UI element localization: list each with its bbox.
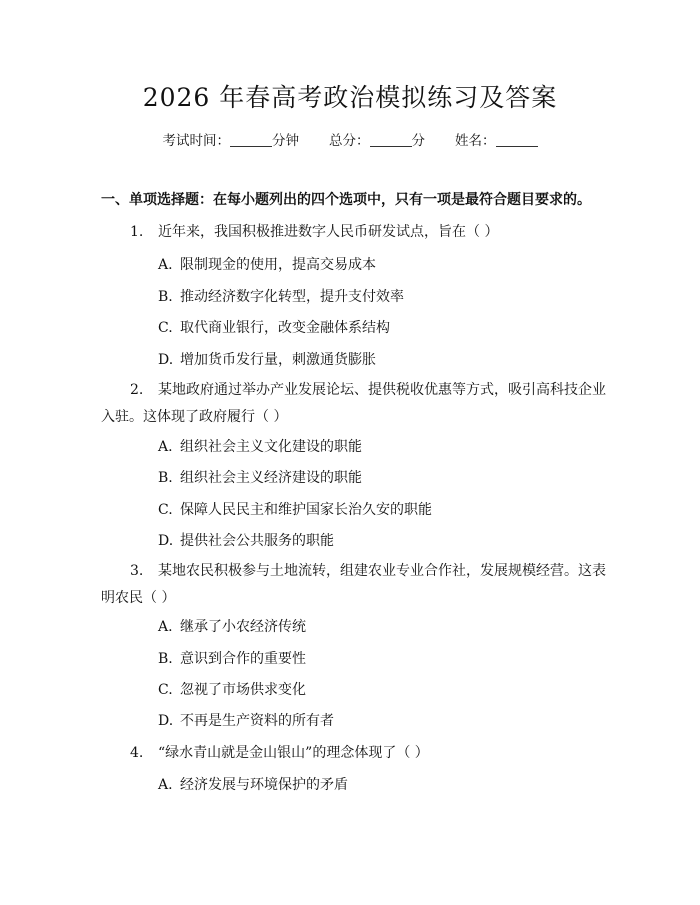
score-unit: 分 [411, 133, 425, 149]
score-field [329, 131, 425, 151]
option-2d [158, 531, 334, 551]
question-4 [101, 743, 621, 763]
option-text: 继承了小农经济传统 [180, 619, 306, 635]
question-text: 近年来，我国积极推进数字人民币研发试点，旨在（ ） [158, 224, 499, 240]
option-text: 提供社会公共服务的职能 [180, 533, 334, 549]
option-letter: D. [158, 352, 174, 368]
option-3a [158, 617, 306, 637]
option-letter: C. [158, 320, 173, 336]
question-text: “绿水青山就是金山银山”的理念体现了（ ） [158, 745, 429, 761]
question-text: 某地农民积极参与土地流转，组建农业专业合作社，发展规模经营。这表明农民（ ） [101, 563, 606, 606]
question-2 [101, 377, 616, 431]
question-number: 1. [130, 224, 144, 240]
option-3c [158, 680, 306, 700]
option-letter: B. [158, 470, 173, 486]
question-1 [101, 222, 621, 242]
option-text: 增加货币发行量，刺激通货膨胀 [180, 352, 376, 368]
option-letter: C. [158, 682, 173, 698]
exam-info-line [0, 131, 700, 151]
option-letter: A. [158, 619, 173, 635]
option-text: 意识到合作的重要性 [180, 651, 306, 667]
name-blank [496, 132, 538, 147]
name-label: 姓名： [455, 133, 496, 149]
question-text: 某地政府通过举办产业发展论坛、提供税收优惠等方式，吸引高科技企业入驻。这体现了政府履行（ ） [101, 382, 606, 425]
name-field [455, 131, 538, 151]
option-letter: C. [158, 502, 173, 518]
option-letter: A. [158, 777, 173, 793]
option-4a [158, 775, 348, 795]
time-field [163, 131, 300, 151]
option-text: 不再是生产资料的所有者 [180, 713, 334, 729]
time-unit: 分钟 [272, 133, 299, 149]
option-1b [158, 287, 404, 307]
score-blank [370, 132, 412, 147]
option-2c [158, 500, 432, 520]
option-text: 取代商业银行，改变金融体系结构 [180, 320, 390, 336]
option-1d [158, 350, 376, 370]
option-letter: A. [158, 257, 173, 273]
option-letter: B. [158, 289, 173, 305]
option-letter: A. [158, 439, 173, 455]
time-label: 考试时间： [162, 133, 230, 149]
option-text: 组织社会主义经济建设的职能 [180, 470, 362, 486]
option-3b [158, 649, 306, 669]
option-letter: D. [158, 533, 174, 549]
option-text: 忽视了市场供求变化 [180, 682, 306, 698]
option-1a [158, 255, 376, 275]
option-text: 限制现金的使用，提高交易成本 [180, 257, 376, 273]
page-title: 2026 年春高考政治模拟练习及答案 [142, 83, 558, 112]
option-text: 组织社会主义文化建设的职能 [180, 439, 362, 455]
option-text: 经济发展与环境保护的矛盾 [180, 777, 348, 793]
question-number: 2. [130, 382, 144, 398]
option-letter: B. [158, 651, 173, 667]
time-blank [230, 132, 272, 147]
question-number: 4. [130, 745, 144, 761]
option-1c [158, 318, 390, 338]
option-2a [158, 437, 362, 457]
option-text: 推动经济数字化转型，提升支付效率 [180, 289, 404, 305]
option-text: 保障人民民主和维护国家长治久安的职能 [180, 502, 432, 518]
question-number: 3. [130, 563, 144, 579]
question-3 [101, 558, 616, 612]
option-3d [158, 711, 334, 731]
section-heading: 一、单项选择题：在每小题列出的四个选项中，只有一项是最符合题目要求的。 [101, 192, 591, 208]
option-letter: D. [158, 713, 174, 729]
option-2b [158, 468, 362, 488]
score-label: 总分： [329, 133, 370, 149]
